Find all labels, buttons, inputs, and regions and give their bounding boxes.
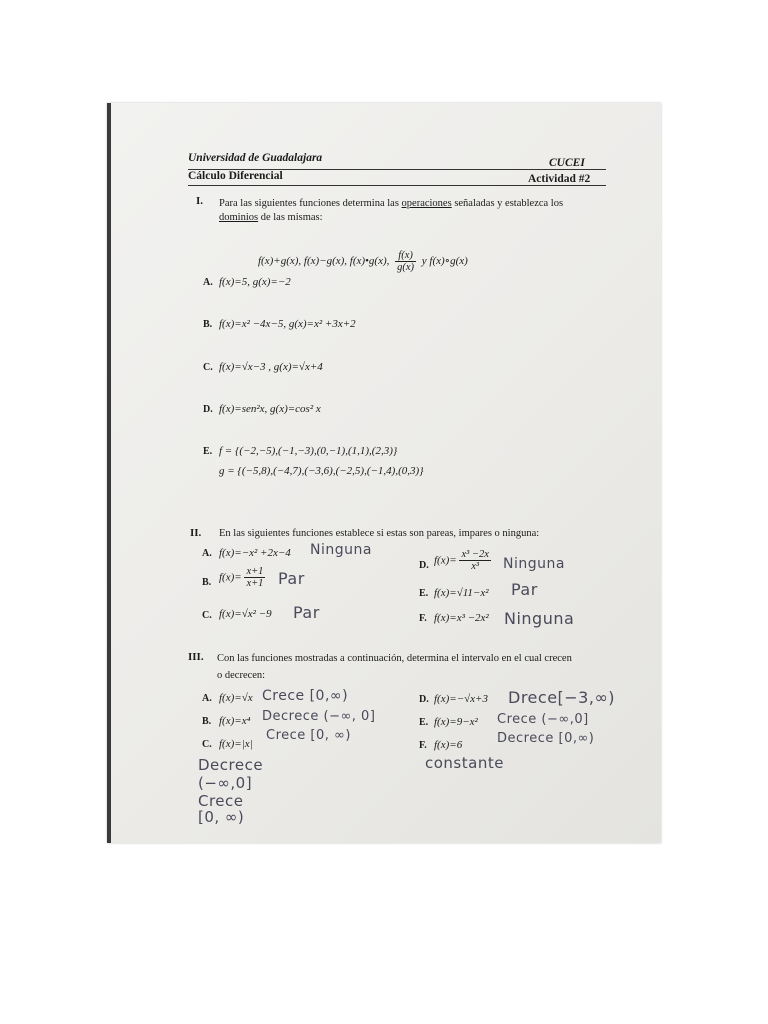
handwritten-c-answer: Decrece — [198, 756, 264, 774]
handwritten-answer: Ninguna — [504, 609, 575, 628]
section2-item-expr: f(x)=√11−x² — [434, 587, 489, 599]
handwritten-answer: Decrece (−∞, 0] — [262, 709, 376, 724]
section2-item-label: C. — [202, 610, 212, 621]
fraction-denominator: g(x) — [397, 262, 415, 273]
section1-item-expr-2: g = {(−5,8),(−4,7),(−3,6),(−2,5),(−1,4),(0,3)} — [219, 465, 424, 477]
university-name: Universidad de Guadalajara — [188, 152, 323, 164]
fraction-denominator: x+1 — [246, 578, 264, 589]
section3-instructions-1: Con las funciones mostradas a continuación, determina el intervalo en el cual crecen — [217, 653, 572, 664]
section1-instructions-line2 — [219, 212, 323, 223]
expr-fraction — [459, 549, 490, 572]
section3-instructions-2: o decrecen: — [217, 670, 266, 681]
campus-name: CUCEI — [549, 157, 585, 169]
section2-instructions: En las siguientes funciones establece si estas son pareas, impares o ninguna: — [219, 528, 540, 539]
section2-number: II. — [190, 527, 202, 539]
section2-item-expr: f(x)=x³ −2x² — [434, 612, 489, 624]
section2-item-label: D. — [419, 560, 429, 571]
section1-item-label: C. — [203, 362, 213, 373]
handwritten-answer: Par — [511, 580, 538, 599]
section3-item-expr: f(x)=6 — [434, 739, 463, 751]
section3-item-expr: f(x)=|x| — [219, 738, 253, 750]
fraction-denominator: x³ — [471, 561, 480, 572]
activity-title: Actividad #2 — [528, 173, 591, 185]
section3-item-expr: f(x)=−√x+3 — [434, 693, 488, 705]
section2-item-label: E. — [419, 588, 429, 599]
operations-line — [258, 250, 468, 273]
section1-item-label: A. — [203, 277, 213, 288]
section3-item-label: A. — [202, 693, 212, 704]
section1-item-expr: f(x)=5, g(x)=−2 — [219, 276, 291, 288]
section3-item-label: E. — [419, 717, 429, 728]
section2-item-label: F. — [419, 613, 427, 624]
section3-item-expr: f(x)=9−x² — [434, 716, 478, 728]
section2-item-label: A. — [202, 548, 212, 559]
section1-item-label: B. — [203, 319, 213, 330]
section3-item-expr: f(x)=√x — [219, 692, 253, 704]
paper-edge — [107, 103, 111, 843]
course-name: Cálculo Diferencial — [188, 170, 283, 182]
section1-item-expr: f = {(−2,−5),(−1,−3),(0,−1),(1,1),(2,3)} — [219, 445, 398, 457]
handwritten-answer: Ninguna — [503, 556, 565, 572]
section1-instr-operations: operaciones — [401, 198, 452, 209]
section2-item-expr: f(x)=−x² +2x−4 — [219, 547, 291, 559]
handwritten-answer: Par — [293, 603, 320, 622]
handwritten-answer: Par — [278, 569, 305, 588]
expr-fraction — [244, 566, 265, 589]
section3-item-label: C. — [202, 739, 212, 750]
handwritten-c-answer: Crece — [198, 792, 244, 810]
handwritten-answer-2: Crece [0, ∞) — [266, 728, 351, 743]
section1-number: I. — [196, 195, 204, 207]
section1-item-label: D. — [203, 404, 213, 415]
handwritten-answer: constante — [425, 754, 504, 772]
operations-a: f(x)+g(x), f(x)−g(x), f(x)•g(x), — [258, 255, 390, 268]
section3-item-label: B. — [202, 716, 212, 727]
expr-prefix: f(x)= — [434, 554, 457, 567]
section2-item-expr — [434, 549, 491, 572]
handwritten-c-answer: (−∞,0] — [198, 774, 253, 792]
section1-item-expr: f(x)=x² −4x−5, g(x)=x² +3x+2 — [219, 318, 356, 330]
fraction-numerator: f(x) — [395, 250, 416, 262]
handwritten-answer: Drece[−3,∞) — [508, 688, 616, 707]
handwritten-answer: Crece [0,∞) — [262, 688, 349, 704]
expr-prefix: f(x)= — [219, 571, 242, 584]
operations-fraction — [395, 250, 416, 273]
section3-item-label: D. — [419, 694, 429, 705]
section3-item-label: F. — [419, 740, 427, 751]
section2-item-expr: f(x)=√x² −9 — [219, 608, 272, 620]
fraction-numerator: x+1 — [246, 566, 264, 577]
section1-instructions — [219, 198, 563, 209]
section1-instr-c: de las mismas: — [260, 212, 323, 223]
section1-item-expr: f(x)=√x−3 , g(x)=√x+4 — [219, 361, 323, 373]
section1-item-expr: f(x)=sen²x, g(x)=cos² x — [219, 403, 321, 415]
handwritten-answer: Crece (−∞,0] — [497, 712, 589, 727]
section3-number: III. — [188, 651, 204, 663]
section1-instr-a: Para las siguientes funciones determina las — [219, 198, 399, 209]
handwritten-c-answer: [0, ∞) — [198, 808, 245, 826]
header-rule-bottom — [188, 185, 606, 186]
fraction-numerator: x³ −2x — [461, 549, 489, 560]
handwritten-answer-2: Decrece [0,∞) — [497, 731, 595, 746]
section1-instr-b: señaladas y establezca los — [454, 198, 564, 209]
handwritten-answer: Ninguna — [310, 542, 372, 558]
operations-b: y f(x)∘g(x) — [421, 255, 468, 268]
section3-item-expr: f(x)=x⁴ — [219, 715, 251, 727]
section2-item-expr — [219, 566, 265, 589]
section2-item-label: B. — [202, 577, 212, 588]
section1-item-label: E. — [203, 446, 213, 457]
section1-instr-domains: dominios — [219, 212, 259, 223]
